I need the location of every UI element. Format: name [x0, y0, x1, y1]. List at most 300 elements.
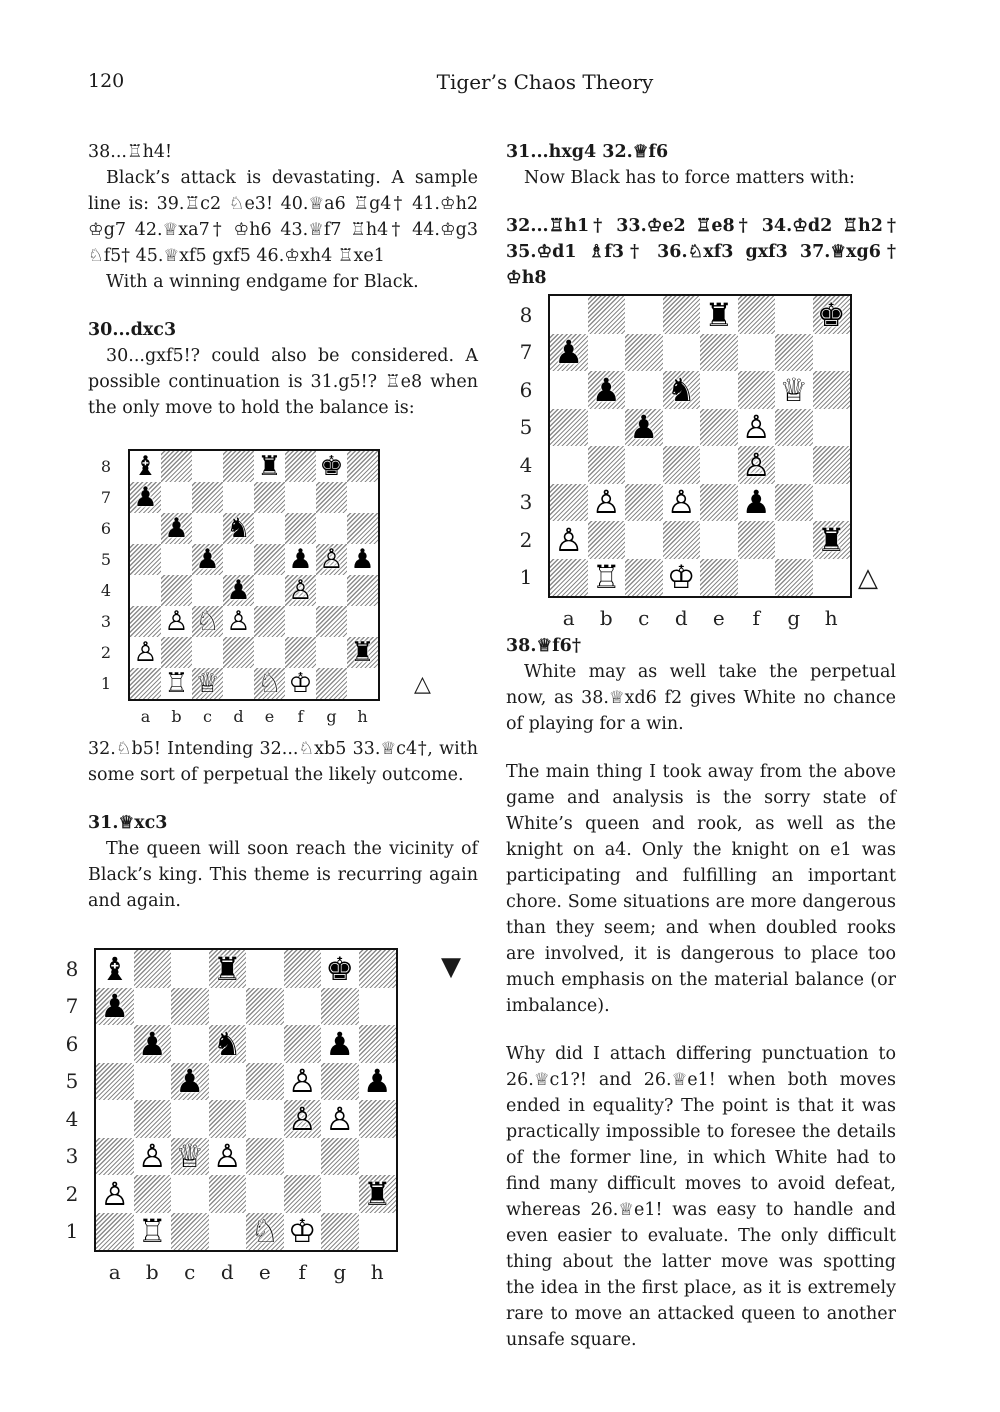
chess-piece: ♜ — [257, 451, 282, 482]
rank-label: 7 — [65, 994, 79, 1019]
paragraph: Now Black has to force matters with: — [524, 168, 855, 188]
square-h5 — [347, 544, 378, 575]
square-g1 — [316, 668, 347, 699]
square-a6 — [130, 513, 161, 544]
square-g7 — [316, 482, 347, 513]
rank-label: 5 — [519, 415, 533, 440]
chess-piece: ♟ — [362, 1062, 392, 1101]
square-f5 — [285, 544, 316, 575]
rank-label: 6 — [65, 1031, 79, 1056]
square-h8 — [359, 950, 397, 988]
square-b1 — [161, 668, 192, 699]
chess-piece: ♙ — [741, 445, 771, 484]
square-f4 — [284, 1100, 322, 1138]
square-d3 — [209, 1138, 247, 1176]
square-d7 — [223, 482, 254, 513]
square-h4 — [359, 1100, 397, 1138]
square-h7 — [359, 988, 397, 1026]
chess-piece: ♙ — [666, 483, 696, 522]
square-d8 — [209, 950, 247, 988]
square-c1 — [625, 559, 663, 597]
square-a3 — [130, 606, 161, 637]
rank-label: 8 — [65, 956, 79, 981]
chess-piece: ♜ — [350, 637, 375, 668]
square-h1 — [347, 668, 378, 699]
square-g3 — [321, 1138, 359, 1176]
square-a8 — [96, 950, 134, 988]
chess-piece: ♙ — [287, 1062, 317, 1101]
square-d2 — [223, 637, 254, 668]
file-label: e — [258, 1260, 271, 1284]
square-e6 — [254, 513, 285, 544]
square-c6 — [625, 371, 663, 409]
square-a2 — [96, 1175, 134, 1213]
square-a5 — [96, 1063, 134, 1101]
paragraph: 32.♘b5! Intending 32...♘xb5 33.♕c4†, with some sort of perpetual the likely outcome. — [88, 739, 478, 785]
rank-label: 6 — [100, 518, 112, 538]
rank-label: 1 — [65, 1219, 79, 1244]
page-number: 120 — [88, 70, 125, 92]
square-a5 — [130, 544, 161, 575]
square-b3 — [588, 484, 626, 522]
square-f7 — [284, 988, 322, 1026]
square-a2 — [130, 637, 161, 668]
move-heading: 30...dxc3 — [88, 320, 177, 340]
square-d8 — [663, 296, 701, 334]
move-heading: 31...hxg4 32.♕f6 — [506, 142, 669, 162]
chess-piece: ♙ — [100, 1174, 130, 1213]
rank-label: 2 — [65, 1181, 79, 1206]
square-c1 — [171, 1213, 209, 1251]
chess-piece: ♟ — [164, 513, 189, 544]
rank-label: 4 — [65, 1106, 79, 1131]
square-g1 — [321, 1213, 359, 1251]
paragraph: Why did I attach differing punctuation to 26.♕c1?! and 26.♕e1! when both moves ended in equality? The point is that it was practically impossible to foresee the details of the former line, in which White had to find many difficult moves to avoid defeat, whereas 26.♕e1! was easy to handle and even easier to evaluate. The only difficult thing about the latter move was spotting the idea in the first place, as it is extremely rare to move an attacked queen to another unsafe square. — [506, 1044, 896, 1350]
side-to-move-icon: ▼ — [441, 952, 461, 982]
square-h8 — [813, 296, 851, 334]
move-heading: 38.♕f6† — [506, 636, 581, 656]
square-f6 — [738, 371, 776, 409]
move-heading: 32...♖h1† 33.♔e2 ♖e8† 34.♔d2 ♖h2† 35.♔d1 ♗f3† 36.♘xf3 gxf3 37.♕xg6† ♔h8 — [506, 216, 896, 288]
square-c5 — [625, 409, 663, 447]
chess-piece: ♟ — [325, 1024, 355, 1063]
rank-label: 6 — [519, 377, 533, 402]
left-column-top — [88, 139, 478, 421]
square-c2 — [625, 521, 663, 559]
file-label: a — [140, 707, 151, 726]
square-g8 — [321, 950, 359, 988]
square-d8 — [223, 451, 254, 482]
square-g1 — [775, 559, 813, 597]
square-g5 — [775, 409, 813, 447]
chess-piece: ♙ — [288, 575, 313, 606]
square-d5 — [223, 544, 254, 575]
square-c5 — [192, 544, 223, 575]
square-e3 — [700, 484, 738, 522]
square-a1 — [550, 559, 588, 597]
square-f4 — [738, 446, 776, 484]
square-b5 — [161, 544, 192, 575]
square-g4 — [316, 575, 347, 606]
square-c3 — [171, 1138, 209, 1176]
square-b8 — [588, 296, 626, 334]
file-label: e — [264, 707, 275, 726]
chess-piece: ♟ — [629, 408, 659, 447]
chess-piece: ♙ — [741, 408, 771, 447]
rank-label: 8 — [519, 302, 533, 327]
file-label: e — [712, 606, 725, 630]
square-e8 — [700, 296, 738, 334]
square-a7 — [550, 334, 588, 372]
chess-piece: ♜ — [816, 520, 846, 559]
side-to-move-icon: △ — [414, 672, 431, 697]
square-g7 — [775, 334, 813, 372]
chess-piece: ♟ — [350, 544, 375, 575]
paragraph: The queen will soon reach the vicinity of Black’s king. This theme is recurring again and again. — [88, 839, 478, 911]
file-label: f — [752, 606, 760, 630]
square-d3 — [223, 606, 254, 637]
paragraph: White may as well take the perpetual now, as 38.♕xd6 f2 gives White no chance of playing for a win. — [506, 662, 896, 734]
square-h7 — [813, 334, 851, 372]
square-f6 — [285, 513, 316, 544]
chess-piece: ♟ — [741, 483, 771, 522]
chess-piece: ♙ — [164, 606, 189, 637]
chess-piece: ♟ — [100, 987, 130, 1026]
square-a3 — [550, 484, 588, 522]
square-f7 — [738, 334, 776, 372]
chess-piece: ♘ — [250, 1212, 280, 1251]
square-b4 — [161, 575, 192, 606]
square-h2 — [813, 521, 851, 559]
square-d5 — [663, 409, 701, 447]
square-e1 — [700, 559, 738, 597]
rank-label: 3 — [519, 490, 533, 515]
square-e4 — [246, 1100, 284, 1138]
rank-label: 3 — [65, 1144, 79, 1169]
square-a8 — [550, 296, 588, 334]
rank-label: 7 — [100, 487, 112, 507]
square-g8 — [316, 451, 347, 482]
square-c8 — [192, 451, 223, 482]
square-c2 — [192, 637, 223, 668]
square-e7 — [700, 334, 738, 372]
chess-piece: ♔ — [288, 668, 313, 699]
square-f2 — [738, 521, 776, 559]
file-label: b — [145, 1260, 159, 1284]
square-e1 — [254, 668, 285, 699]
square-d1 — [209, 1213, 247, 1251]
paragraph: With a winning endgame for Black. — [106, 272, 419, 292]
square-e3 — [254, 606, 285, 637]
square-d1 — [663, 559, 701, 597]
square-a2 — [550, 521, 588, 559]
square-d5 — [209, 1063, 247, 1101]
square-e6 — [700, 371, 738, 409]
square-c1 — [192, 668, 223, 699]
square-b7 — [161, 482, 192, 513]
square-f5 — [738, 409, 776, 447]
square-f8 — [284, 950, 322, 988]
square-b8 — [161, 451, 192, 482]
chess-piece: ♚ — [816, 295, 846, 334]
square-h1 — [813, 559, 851, 597]
square-b7 — [134, 988, 172, 1026]
chess-piece: ♞ — [212, 1024, 242, 1063]
chess-piece: ♝ — [133, 451, 158, 482]
file-label: a — [108, 1260, 121, 1284]
square-e4 — [254, 575, 285, 606]
square-b4 — [588, 446, 626, 484]
square-c7 — [625, 334, 663, 372]
file-label: c — [203, 707, 212, 726]
square-b8 — [134, 950, 172, 988]
square-d4 — [663, 446, 701, 484]
rank-label: 5 — [100, 549, 112, 569]
right-column-top — [506, 139, 896, 291]
square-c4 — [192, 575, 223, 606]
file-label: f — [298, 1260, 306, 1284]
square-d4 — [223, 575, 254, 606]
square-g2 — [775, 521, 813, 559]
left-column-middle — [88, 736, 478, 914]
square-g2 — [316, 637, 347, 668]
chess-diagram-1 — [100, 449, 380, 726]
square-a4 — [130, 575, 161, 606]
square-g6 — [316, 513, 347, 544]
chess-piece: ♙ — [287, 1099, 317, 1138]
square-d7 — [663, 334, 701, 372]
square-d6 — [223, 513, 254, 544]
square-c7 — [192, 482, 223, 513]
square-b5 — [588, 409, 626, 447]
chess-piece: ♜ — [362, 1174, 392, 1213]
square-a1 — [96, 1213, 134, 1251]
square-e5 — [246, 1063, 284, 1101]
chess-piece: ♕ — [195, 668, 220, 699]
square-g4 — [775, 446, 813, 484]
square-a4 — [550, 446, 588, 484]
chess-piece: ♕ — [779, 370, 809, 409]
square-g2 — [321, 1175, 359, 1213]
rank-label: 1 — [100, 673, 112, 693]
square-b6 — [161, 513, 192, 544]
chess-piece: ♟ — [226, 575, 251, 606]
file-label: d — [220, 1260, 234, 1284]
square-d6 — [663, 371, 701, 409]
square-e8 — [246, 950, 284, 988]
square-e3 — [246, 1138, 284, 1176]
square-b6 — [134, 1025, 172, 1063]
square-d4 — [209, 1100, 247, 1138]
chess-piece: ♖ — [164, 668, 189, 699]
square-c3 — [625, 484, 663, 522]
square-c5 — [171, 1063, 209, 1101]
square-h6 — [347, 513, 378, 544]
chess-piece: ♙ — [212, 1137, 242, 1176]
square-a8 — [130, 451, 161, 482]
rank-label: 5 — [65, 1069, 79, 1094]
chess-piece: ♞ — [226, 513, 251, 544]
square-f8 — [285, 451, 316, 482]
paragraph: The main thing I took away from the above game and analysis is the sorry state of White’s queen and rook, as well as the knight on a4. Only the knight on e1 was participating and fulfilling an important chore. Some situations are more dangerous than they seem; and when doubled rooks are involved, it is dangerous to place too much emphasis on the material balance (or imbalance). — [506, 762, 896, 1016]
square-h6 — [359, 1025, 397, 1063]
square-h3 — [347, 606, 378, 637]
square-b2 — [161, 637, 192, 668]
file-label: f — [297, 707, 304, 726]
square-g3 — [775, 484, 813, 522]
file-label: c — [638, 606, 650, 630]
chess-piece: ♕ — [175, 1137, 205, 1176]
chess-piece: ♘ — [195, 606, 220, 637]
square-f2 — [284, 1175, 322, 1213]
file-label: g — [333, 1260, 347, 1284]
square-c6 — [171, 1025, 209, 1063]
chess-board — [94, 948, 398, 1252]
running-title: Tiger’s Chaos Theory — [436, 70, 654, 94]
square-d6 — [209, 1025, 247, 1063]
square-d2 — [663, 521, 701, 559]
square-c6 — [192, 513, 223, 544]
square-h2 — [359, 1175, 397, 1213]
square-f1 — [284, 1213, 322, 1251]
square-f1 — [285, 668, 316, 699]
square-a1 — [130, 668, 161, 699]
square-b4 — [134, 1100, 172, 1138]
chess-piece: ♟ — [137, 1024, 167, 1063]
square-c8 — [171, 950, 209, 988]
square-h3 — [359, 1138, 397, 1176]
square-h4 — [813, 446, 851, 484]
right-column-bottom — [506, 633, 896, 1353]
square-b3 — [161, 606, 192, 637]
square-c3 — [192, 606, 223, 637]
chess-piece: ♝ — [100, 949, 130, 988]
square-a7 — [130, 482, 161, 513]
chess-piece: ♙ — [226, 606, 251, 637]
square-f1 — [738, 559, 776, 597]
chess-piece: ♞ — [666, 370, 696, 409]
square-e1 — [246, 1213, 284, 1251]
rank-label: 1 — [519, 565, 533, 590]
rank-label: 3 — [100, 611, 112, 631]
square-h5 — [813, 409, 851, 447]
square-b7 — [588, 334, 626, 372]
square-f6 — [284, 1025, 322, 1063]
square-a4 — [96, 1100, 134, 1138]
file-label: h — [824, 606, 838, 630]
square-h4 — [347, 575, 378, 606]
square-g5 — [316, 544, 347, 575]
file-label: c — [184, 1260, 196, 1284]
rank-label: 7 — [519, 340, 533, 365]
chess-piece: ♟ — [175, 1062, 205, 1101]
square-g4 — [321, 1100, 359, 1138]
chess-piece: ♟ — [554, 333, 584, 372]
square-f3 — [738, 484, 776, 522]
square-h2 — [347, 637, 378, 668]
square-f8 — [738, 296, 776, 334]
square-g6 — [321, 1025, 359, 1063]
square-g8 — [775, 296, 813, 334]
file-label: h — [370, 1260, 384, 1284]
file-label: g — [326, 707, 337, 726]
file-label: d — [674, 606, 688, 630]
square-b2 — [134, 1175, 172, 1213]
square-b3 — [134, 1138, 172, 1176]
chess-piece: ♟ — [591, 370, 621, 409]
file-label: b — [599, 606, 613, 630]
chess-piece: ♙ — [133, 637, 158, 668]
rank-label: 2 — [519, 527, 533, 552]
square-f3 — [285, 606, 316, 637]
square-c8 — [625, 296, 663, 334]
square-e6 — [246, 1025, 284, 1063]
square-e5 — [700, 409, 738, 447]
square-f7 — [285, 482, 316, 513]
chess-piece: ♜ — [704, 295, 734, 334]
paragraph: Black’s attack is devastating. A sample line is: 39.♖c2 ♘e3! 40.♕a6 ♖g4† 41.♔h2 ♔g7 42.♕xa7† ♔h6 43.♕f7 ♖h4† 44.♔g3 ♘f5† 45.♕xf5 gxf5 46.♔xh4 ♖xe1 — [88, 168, 478, 266]
chess-piece: ♚ — [325, 949, 355, 988]
square-f3 — [284, 1138, 322, 1176]
rank-label: 2 — [100, 642, 112, 662]
square-g7 — [321, 988, 359, 1026]
chess-piece: ♔ — [666, 558, 696, 597]
chess-piece: ♟ — [195, 544, 220, 575]
chess-piece: ♚ — [319, 451, 344, 482]
chess-piece: ♖ — [137, 1212, 167, 1251]
file-label: g — [787, 606, 801, 630]
file-label: d — [233, 707, 244, 726]
square-c7 — [171, 988, 209, 1026]
square-c4 — [171, 1100, 209, 1138]
square-h8 — [347, 451, 378, 482]
chess-piece: ♙ — [319, 544, 344, 575]
paragraph: 30...gxf5!? could also be considered. A possible continuation is 31.g5!? ♖e8 when the only move to hold the balance is: — [88, 346, 478, 418]
chess-piece: ♟ — [288, 544, 313, 575]
square-e2 — [246, 1175, 284, 1213]
square-a3 — [96, 1138, 134, 1176]
chess-piece: ♔ — [287, 1212, 317, 1251]
square-a5 — [550, 409, 588, 447]
square-c2 — [171, 1175, 209, 1213]
square-b2 — [588, 521, 626, 559]
square-b1 — [134, 1213, 172, 1251]
square-h7 — [347, 482, 378, 513]
square-b1 — [588, 559, 626, 597]
square-f4 — [285, 575, 316, 606]
square-h6 — [813, 371, 851, 409]
chess-piece: ♙ — [591, 483, 621, 522]
file-label: b — [171, 707, 182, 726]
file-label: h — [357, 707, 368, 726]
chess-board — [548, 294, 852, 598]
square-h5 — [359, 1063, 397, 1101]
square-d3 — [663, 484, 701, 522]
square-e2 — [700, 521, 738, 559]
square-a7 — [96, 988, 134, 1026]
square-f2 — [285, 637, 316, 668]
square-e7 — [254, 482, 285, 513]
chess-piece: ♖ — [591, 558, 621, 597]
chess-diagram-3 — [519, 294, 852, 630]
side-to-move-icon: △ — [858, 563, 878, 593]
square-b6 — [588, 371, 626, 409]
square-h1 — [359, 1213, 397, 1251]
square-d7 — [209, 988, 247, 1026]
square-e7 — [246, 988, 284, 1026]
chess-piece: ♜ — [212, 949, 242, 988]
file-label: a — [562, 606, 575, 630]
